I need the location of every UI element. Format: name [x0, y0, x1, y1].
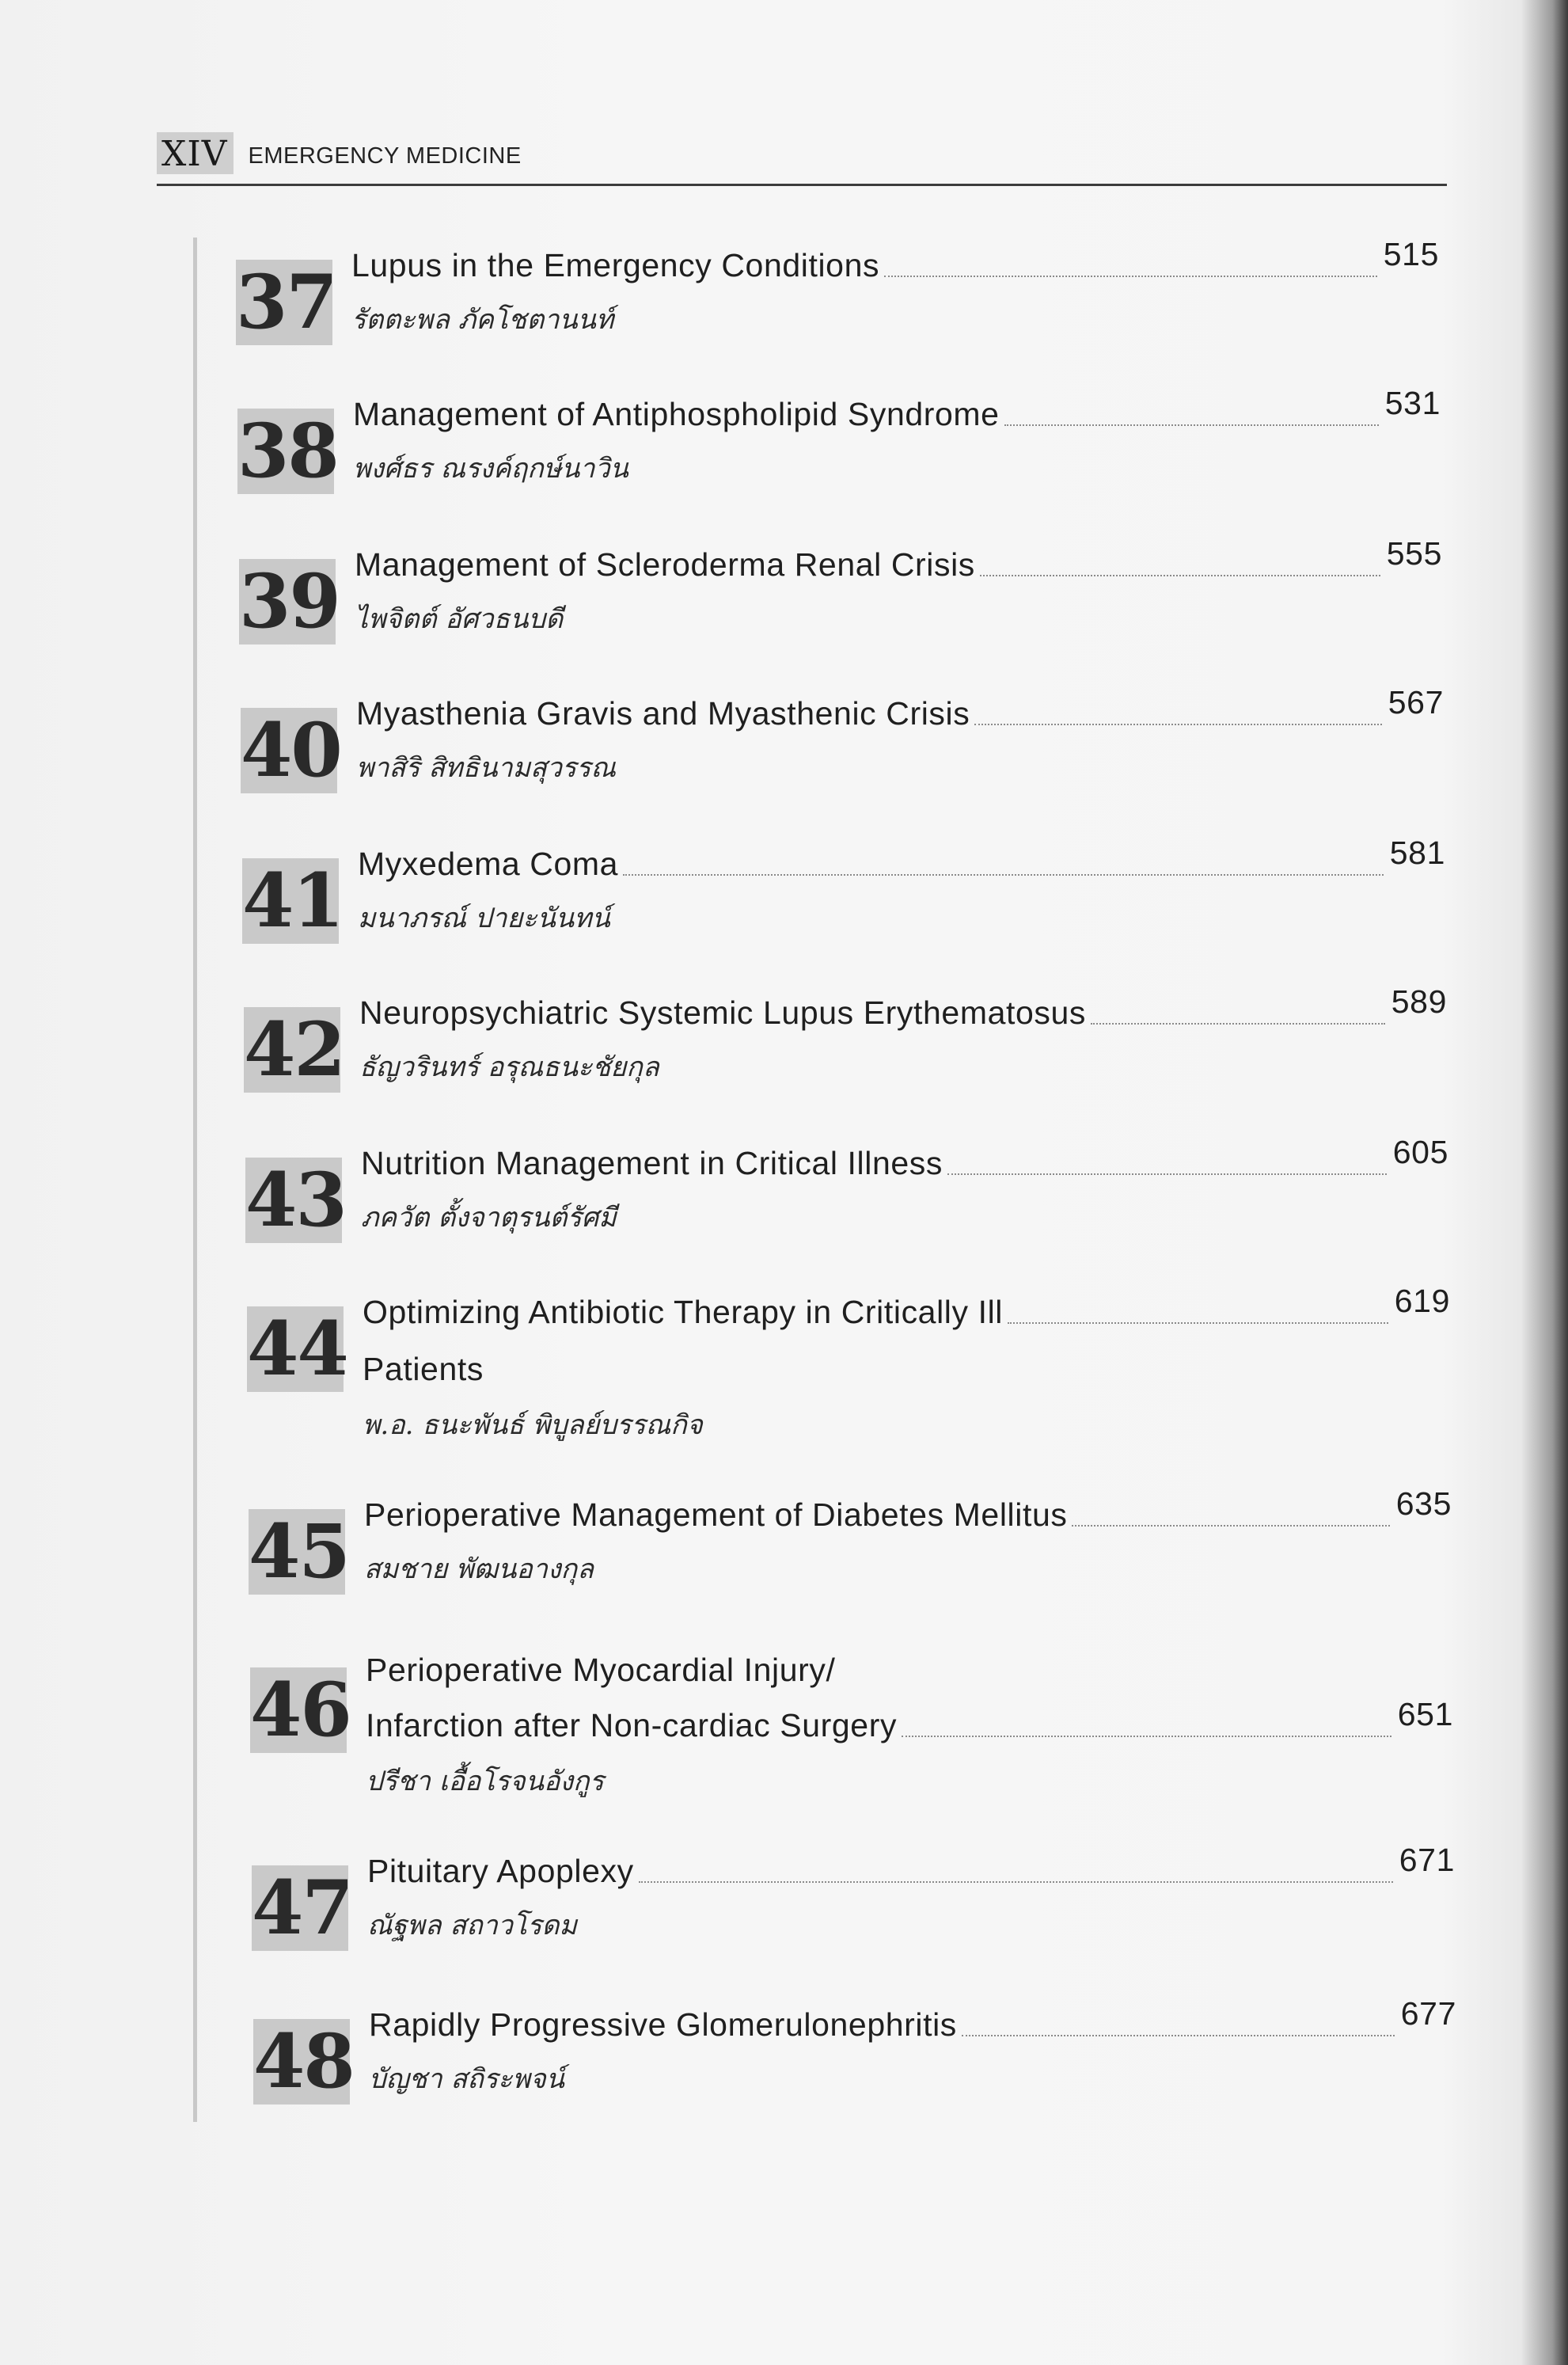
chapter-title: Management of Antiphospholipid Syndrome: [353, 396, 1000, 432]
chapter-title-line: [359, 983, 1447, 1034]
dot-leader: [884, 276, 1377, 277]
chapter-title-line: [366, 1696, 1453, 1747]
chapter-author: ธัญวรินทร์ อรุณธนะชัยกุล: [359, 1051, 659, 1083]
chapter-author: พาสิริ สิทธินามสุวรรณ: [356, 752, 616, 784]
chapter-title-line: [355, 535, 1442, 586]
chapter-title: Myxedema Coma: [358, 846, 619, 882]
chapter-number: 40: [241, 707, 341, 794]
chapter-title: Pituitary Apoplexy: [367, 1853, 634, 1889]
page-number-roman: XIV: [157, 132, 233, 174]
chapter-title-line: [361, 1134, 1448, 1184]
chapter-author: พงศ์ธร ณรงค์ฤกษ์นาวิน: [353, 453, 628, 485]
chapter-number: 44: [247, 1306, 347, 1393]
chapter-author: พ.อ. ธนะพันธ์ พิบูลย์บรรณกิจ: [363, 1409, 703, 1441]
dot-leader: [623, 874, 1384, 876]
chapter-number: 48: [253, 2018, 354, 2105]
chapter-title: Nutrition Management in Critical Illness: [361, 1145, 943, 1181]
chapter-title-line: [367, 1842, 1455, 1892]
dot-leader: [1072, 1525, 1389, 1527]
dot-leader: [1008, 1322, 1388, 1324]
chapter-page: 635: [1395, 1485, 1452, 1522]
chapter-author: รัตตะพล ภัคโชตานนท์: [351, 304, 614, 336]
chapter-number: 46: [250, 1667, 351, 1754]
chapter-number: 38: [237, 408, 338, 495]
chapter-title: Neuropsychiatric Systemic Lupus Erythematosus: [359, 994, 1086, 1031]
chapter-number: 45: [249, 1508, 349, 1595]
dot-leader: [980, 575, 1380, 576]
chapter-author: สมชาย พัฒนอางกุล: [364, 1553, 594, 1585]
chapter-page: 567: [1388, 684, 1444, 721]
chapter-author: ปรีชา เอื้อโรจนอังกูร: [366, 1766, 604, 1797]
chapter-number: 41: [242, 857, 343, 945]
chapter-number: 47: [252, 1865, 352, 1952]
chapter-author: บัญชา สถิระพจน์: [369, 2063, 564, 2095]
chapter-author: ณัฐพล สถาวโรดม: [367, 1910, 577, 1941]
chapter-page: 589: [1391, 983, 1447, 1020]
dot-leader: [962, 2035, 1395, 2036]
chapter-page: 671: [1399, 1842, 1455, 1878]
chapter-title-line: [363, 1283, 1450, 1333]
chapter-page: 581: [1389, 835, 1445, 871]
dot-leader: [947, 1173, 1387, 1175]
dot-leader: [1004, 424, 1379, 426]
dot-leader: [974, 724, 1381, 725]
chapter-title-line: [358, 835, 1445, 885]
chapter-title: Lupus in the Emergency Conditions: [351, 247, 880, 283]
chapter-author: ไพจิตต์ อัศวธนบดี: [355, 603, 564, 635]
chapter-title: Myasthenia Gravis and Myasthenic Crisis: [356, 695, 970, 732]
chapter-number: 43: [245, 1157, 346, 1244]
dot-leader: [639, 1881, 1393, 1883]
chapter-page: 531: [1384, 385, 1441, 421]
running-head-title: EMERGENCY MEDICINE: [248, 143, 522, 169]
chapter-title: Infarction after Non-cardiac Surgery: [366, 1707, 898, 1743]
chapter-title: Optimizing Antibiotic Therapy in Critically Ill: [363, 1294, 1004, 1330]
chapter-title-continuation: Patients: [363, 1351, 484, 1387]
chapter-page: 515: [1383, 236, 1439, 272]
dot-leader: [1091, 1023, 1385, 1025]
chapter-page: 651: [1397, 1696, 1453, 1732]
chapter-title-first-line: Perioperative Myocardial Injury/: [366, 1652, 836, 1688]
chapter-page: 605: [1392, 1134, 1448, 1170]
chapter-title-line: [351, 236, 1439, 287]
chapter-title-line: [356, 684, 1444, 735]
chapter-page: 677: [1400, 1995, 1456, 2032]
chapter-title-line: [369, 1995, 1456, 2046]
chapter-title-line: [364, 1485, 1452, 1536]
chapter-author: ภควัต ตั้งจาตุรนต์รัศมี: [361, 1202, 617, 1234]
chapter-author: มนาภรณ์ ปายะนันทน์: [358, 903, 610, 934]
dot-leader: [902, 1736, 1391, 1737]
chapter-page: 619: [1394, 1283, 1450, 1319]
chapter-page: 555: [1386, 535, 1442, 572]
chapter-title: Rapidly Progressive Glomerulonephritis: [369, 2006, 957, 2043]
chapter-title: Perioperative Management of Diabetes Mellitus: [364, 1496, 1068, 1533]
chapter-number: 42: [244, 1006, 344, 1093]
chapter-title: Management of Scleroderma Renal Crisis: [355, 546, 975, 583]
chapter-title-line: [353, 385, 1441, 435]
chapter-number: 39: [239, 558, 340, 645]
chapter-number: 37: [236, 259, 336, 346]
